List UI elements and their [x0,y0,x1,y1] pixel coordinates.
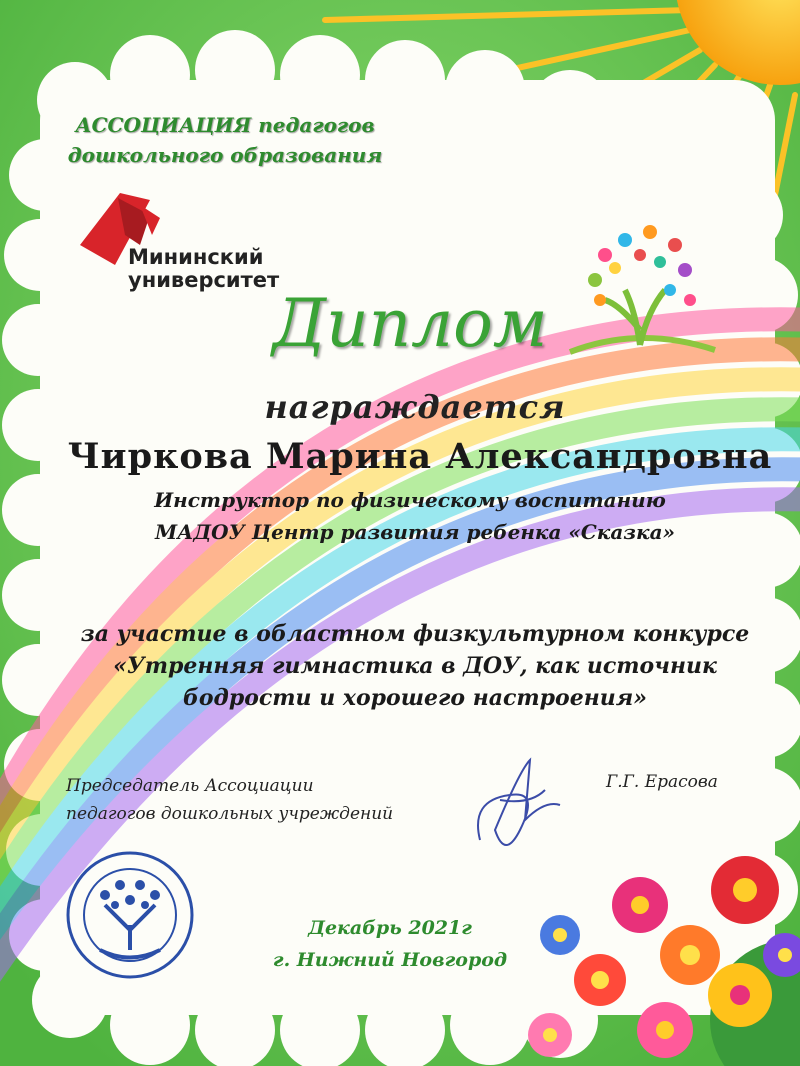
issue-city: г. Нижний Новгород [272,949,508,971]
logo-line1: Мининский [128,245,264,269]
role-line1: Председатель Ассоциации [66,776,314,796]
reason-line2: «Утренняя гимнастика в ДОУ, как источник [113,653,717,679]
association-name [60,110,390,170]
signatory-role [66,772,393,828]
award-reason [0,618,800,714]
association-line2: дошкольного образования [67,143,383,167]
reason-line1: за участие в областном физкультурном конкурсе [80,621,750,647]
issue-date-place [240,912,540,976]
recipient-organization: МАДОУ Центр развития ребенка «Сказка» [154,520,676,544]
diploma-title: Диплом [272,285,548,362]
association-line1: АССОЦИАЦИЯ педагогов [75,113,375,137]
signatory-name: Г.Г. Ерасова [606,772,718,792]
logo-line2: университет [128,268,280,292]
reason-line3: бодрости и хорошего настроения» [182,685,648,711]
recipient-position: Инструктор по физическому воспитанию [154,488,666,512]
issue-date: Декабрь 2021г [308,917,472,939]
recipient-name: Чиркова Марина Александровна [67,436,773,477]
awarded-text: награждается [264,388,566,426]
role-line2: педагогов дошкольных учреждений [66,804,394,824]
